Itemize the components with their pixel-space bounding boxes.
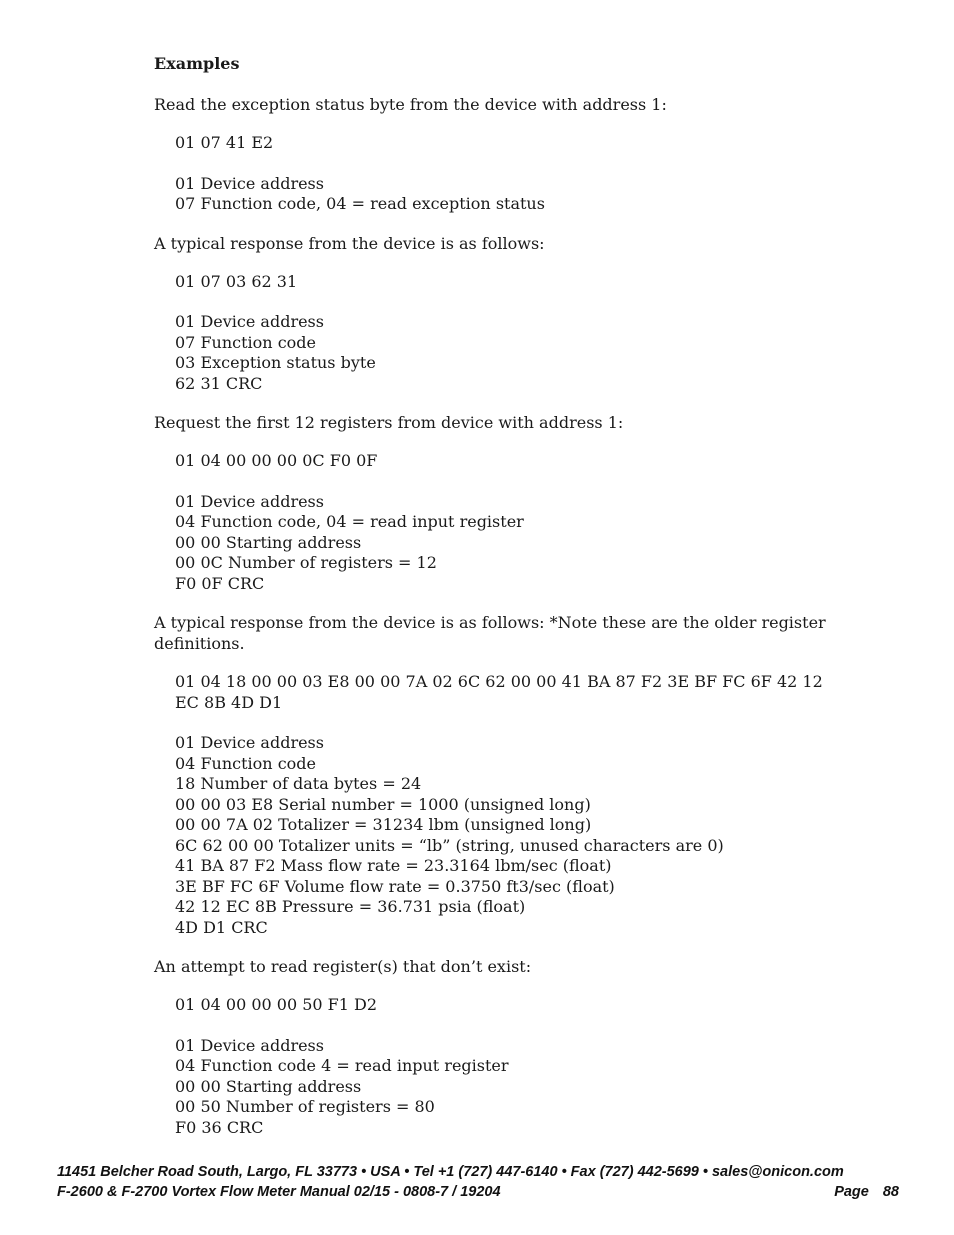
block-spacer — [175, 154, 914, 174]
footer-manual-title: F-2600 & F-2700 Vortex Flow Meter Manual 02/15 - 0808-7 / 19204 — [57, 1184, 501, 1200]
footer-address: 11451 Belcher Road South, Largo, FL 33773 • USA • Tel +1 (727) 447-6140 • Fax (727) 442-5699 • sales@onicon.com — [57, 1164, 844, 1180]
field-description: 00 0C Number of registers = 12 — [175, 553, 437, 572]
field-description: 3E BF FC 6F Volume flow rate = 0.3750 ft3/sec (float) — [175, 876, 615, 896]
example-intro: Read the exception status byte from the device with address 1: — [154, 95, 667, 114]
hex-frame-line: EC 8B 4D D1 — [175, 692, 283, 712]
block-spacer — [175, 713, 914, 733]
field-description: 41 BA 87 F2 Mass flow rate = 23.3164 lbm/sec (float) — [175, 856, 612, 875]
field-description: 07 Function code, 04 = read exception status — [175, 194, 545, 213]
field-description: 04 Function code 4 = read input register — [175, 1056, 509, 1075]
field-description: 01 Device address — [175, 312, 324, 331]
example-block — [175, 272, 914, 395]
field-description: 42 12 EC 8B Pressure = 36.731 psia (float) — [175, 897, 526, 916]
field-description: 00 00 Starting address — [175, 532, 362, 552]
block-spacer — [175, 1016, 914, 1036]
page-number-value: 88 — [882, 1184, 899, 1200]
hex-frame-line: 01 07 41 E2 — [175, 133, 274, 152]
example-intro: A typical response from the device is as follows: *Note these are the older register definitions. — [154, 613, 826, 653]
field-description: 03 Exception status byte — [175, 353, 376, 372]
field-description: 01 Device address — [175, 491, 324, 511]
example-block — [175, 133, 914, 215]
field-description: 18 Number of data bytes = 24 — [175, 774, 422, 793]
section-heading: Examples — [154, 54, 240, 73]
field-description: 00 00 Starting address — [175, 1076, 362, 1096]
field-description: 01 Device address — [175, 1035, 324, 1055]
example-intro: Request the first 12 registers from device with address 1: — [154, 413, 624, 432]
example-block — [175, 995, 914, 1138]
document-body — [154, 52, 914, 1156]
hex-frame-line: 01 04 00 00 00 50 F1 D2 — [175, 995, 378, 1014]
page-label: Page — [834, 1184, 869, 1200]
field-description: 04 Function code — [175, 753, 316, 773]
field-description: 6C 62 00 00 Totalizer units = “lb” (string, unused characters are 0) — [175, 835, 724, 855]
field-description: 01 Device address — [175, 173, 324, 193]
example-intro: A typical response from the device is as follows: — [154, 233, 545, 253]
page-number — [834, 1182, 899, 1202]
field-description: F0 36 CRC — [175, 1117, 264, 1137]
field-description: 00 50 Number of registers = 80 — [175, 1097, 435, 1116]
hex-frame-line: 01 07 03 62 31 — [175, 271, 298, 291]
field-description: 00 00 7A 02 Totalizer = 31234 lbm (unsigned long) — [175, 815, 592, 834]
field-description: 04 Function code, 04 = read input register — [175, 512, 524, 531]
block-spacer — [175, 472, 914, 492]
field-description: 01 Device address — [175, 733, 324, 752]
hex-frame-line: 01 04 18 00 00 03 E8 00 00 7A 02 6C 62 00 00 41 BA 87 F2 3E BF FC 6F 42 12 — [175, 672, 823, 691]
field-description: 4D D1 CRC — [175, 917, 268, 937]
block-spacer — [175, 292, 914, 312]
examples-list — [154, 94, 914, 1138]
field-description: 62 31 CRC — [175, 373, 263, 393]
example-intro: An attempt to read register(s) that don’t exist: — [154, 957, 532, 976]
hex-frame-line: 01 04 00 00 00 0C F0 0F — [175, 451, 378, 470]
field-description: F0 0F CRC — [175, 573, 265, 593]
example-block — [175, 672, 914, 938]
page-footer — [57, 1162, 899, 1202]
example-block — [175, 451, 914, 594]
field-description: 00 00 03 E8 Serial number = 1000 (unsigned long) — [175, 794, 591, 814]
field-description: 07 Function code — [175, 332, 316, 352]
